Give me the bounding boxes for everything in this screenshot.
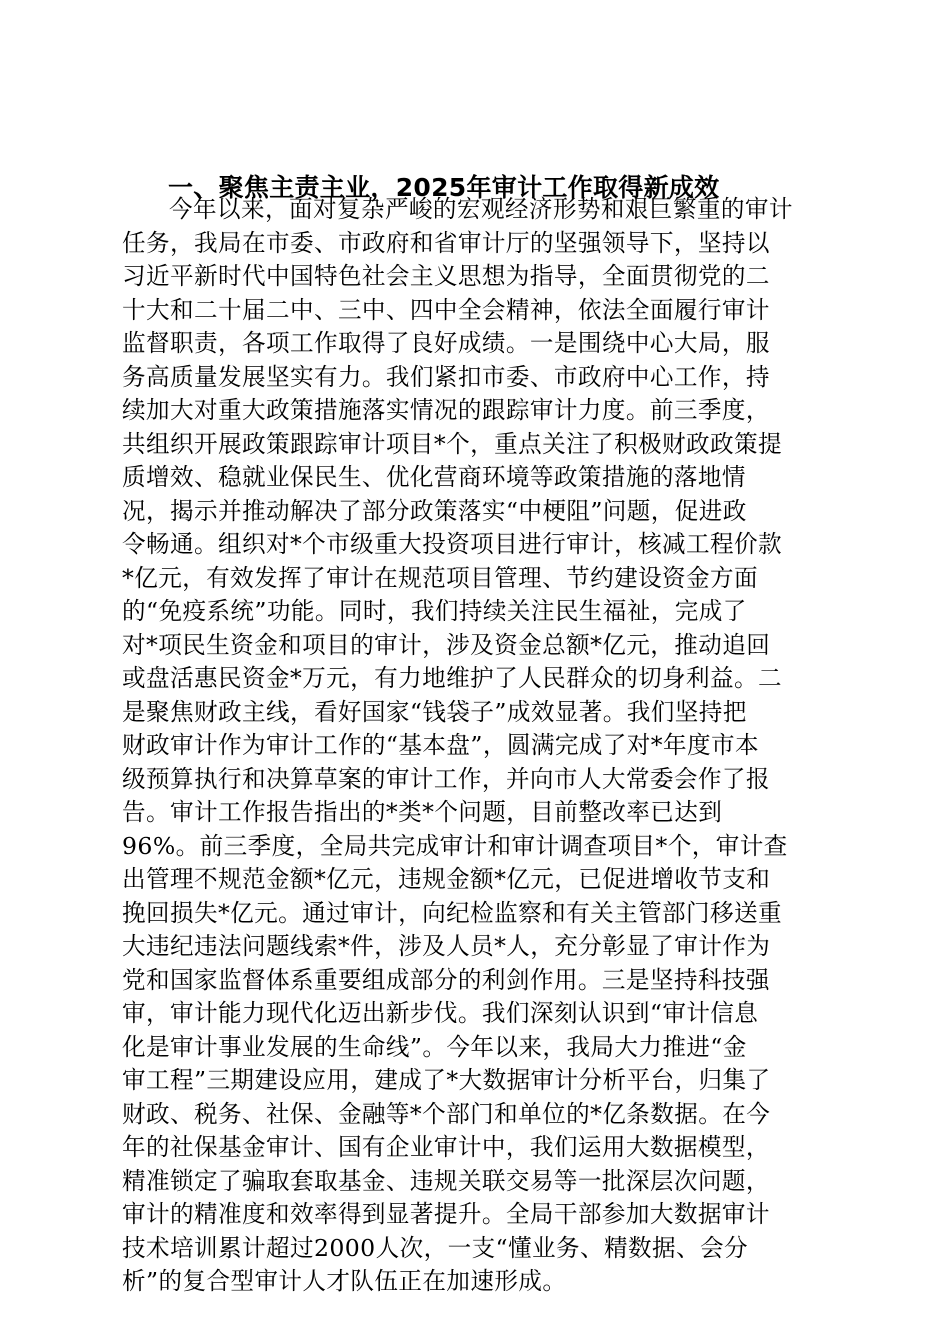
paragraph-line: 令畅通。组织对*个市级重大投资项目进行审计，核减工程价款 — [122, 530, 783, 558]
paragraph-line: 十大和二十届二中、三中、四中全会精神，依法全面履行审计 — [122, 295, 770, 324]
paragraph-line: 续加大对重大政策措施落实情况的跟踪审计力度。前三季度， — [122, 396, 770, 424]
paragraph-line: 年的社保基金审计、国有企业审计中，我们运用大数据模型， — [122, 1133, 770, 1161]
paragraph-line: 党和国家监督体系重要组成部分的利剑作用。三是坚持科技强 — [122, 965, 770, 994]
paragraph-line: 财政、税务、社保、金融等*个部门和单位的*亿条数据。在今 — [122, 1099, 771, 1128]
paragraph-line: 对*项民生资金和项目的审计，涉及资金总额*亿元，推动追回 — [122, 630, 771, 659]
paragraph-line: *亿元，有效发挥了审计在规范项目管理、节约建设资金方面 — [122, 563, 759, 592]
paragraph-line: 的“免疫系统”功能。同时，我们持续关注民生福祉，完成了 — [122, 597, 747, 625]
paragraph-line: 审工程”三期建设应用，建成了*大数据审计分析平台，归集了 — [122, 1066, 771, 1094]
paragraph-line: 级预算执行和决算草案的审计工作，并向市人大常委会作了报 — [122, 764, 770, 793]
paragraph-line: 共组织开展政策跟踪审计项目*个，重点关注了积极财政政策提 — [122, 429, 783, 458]
paragraph-line: 今年以来，面对复杂严峻的宏观经济形势和艰巨繁重的审计 — [169, 195, 793, 223]
paragraph-line: 化是审计事业发展的生命线”。今年以来，我局大力推进“金 — [122, 1032, 747, 1061]
paragraph-line: 审，审计能力现代化迈出新步伐。我们深刻认识到“审计信息 — [122, 999, 759, 1027]
paragraph-line: 出管理不规范金额*亿元，违规金额*亿元，已促进增收节支和 — [122, 865, 771, 893]
paragraph-line: 精准锁定了骗取套取基金、违规关联交易等一批深层次问题， — [122, 1166, 770, 1195]
paragraph-line: 析”的复合型审计人才队伍正在加速形成。 — [122, 1267, 567, 1295]
paragraph-line: 任务，我局在市委、市政府和省审计厅的坚强领导下，坚持以 — [122, 228, 770, 257]
paragraph-line: 习近平新时代中国特色社会主义思想为指导，全面贯彻党的二 — [122, 262, 770, 290]
paragraph-line: 或盘活惠民资金*万元，有力地维护了人民群众的切身利益。二 — [122, 664, 783, 692]
paragraph-line: 质增效、稳就业保民生、优化营商环境等政策措施的落地情 — [122, 463, 746, 491]
paragraph-line: 告。审计工作报告指出的*类*个问题，目前整改率已达到 — [122, 798, 723, 826]
paragraph-line: 审计的精准度和效率得到显著提升。全局干部参加大数据审计 — [122, 1200, 770, 1228]
paragraph-line: 监督职责，各项工作取得了良好成绩。一是围绕中心大局，服 — [122, 329, 770, 357]
paragraph-line: 大违纪违法问题线索*件，涉及人员*人，充分彰显了审计作为 — [122, 932, 771, 960]
paragraph-line: 技术培训累计超过2000人次，一支“懂业务、精数据、会分 — [122, 1233, 748, 1262]
paragraph-line: 是聚焦财政主线，看好国家“钱袋子”成效显著。我们坚持把 — [122, 697, 747, 726]
body-paragraph — [122, 193, 834, 1299]
paragraph-line: 96%。前三季度，全局共完成审计和审计调查项目*个，审计查 — [122, 831, 788, 860]
paragraph-line: 况，揭示并推动解决了部分政策落实“中梗阻”问题，促进政 — [122, 496, 747, 525]
paragraph-line: 财政审计作为审计工作的“基本盘”，圆满完成了对*年度市本 — [122, 731, 759, 759]
paragraph-line: 务高质量发展坚实有力。我们紧扣市委、市政府中心工作，持 — [122, 362, 770, 391]
section-heading: 一、聚焦主责主业，2025年审计工作取得新成效 — [168, 173, 720, 202]
paragraph-line: 挽回损失*亿元。通过审计，向纪检监察和有关主管部门移送重 — [122, 898, 783, 927]
